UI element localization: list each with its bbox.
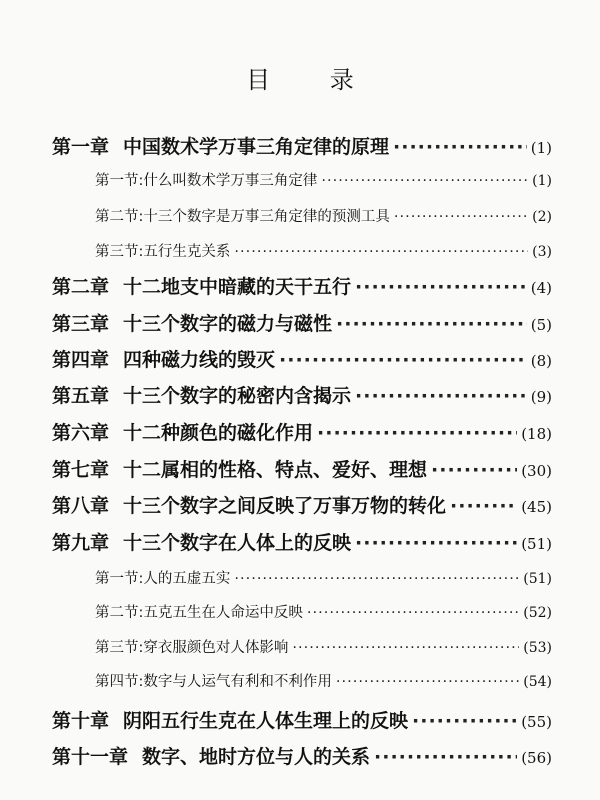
page-number: (18) [521,425,552,443]
dot-leader [450,495,517,517]
chapter-title: 中国数术学万事三角定律的原理 [123,136,390,158]
chapter-number: 第四章 [52,349,110,371]
chapter-number: 第三章 [52,313,110,335]
dot-leader [355,276,527,298]
toc-chapter-entry [52,491,552,518]
toc-chapter-entry [52,528,552,555]
toc-section-entry [95,205,552,226]
toc-chapter-entry [52,272,552,299]
section-title: 数字与人运气有利和不利作用 [143,674,332,690]
section-number: 第一节: [95,173,144,189]
section-title: 五行生克关系 [143,244,231,260]
page-number: (51) [521,535,552,553]
section-number: 第三节: [95,640,144,656]
section-title: 五克五生在人命运中反映 [143,605,303,621]
chapter-number: 第十一章 [52,746,129,768]
dot-leader [355,385,527,407]
chapter-title: 十三个数字的磁力与磁性 [123,313,333,335]
section-number: 第三节: [95,244,144,260]
chapter-number: 第十章 [52,710,110,732]
dot-leader [374,746,517,768]
chapter-title: 十二地支中暗藏的天干五行 [123,276,352,298]
toc-section-entry [95,240,552,261]
page-number: (45) [521,498,552,516]
page-number: (4) [530,279,552,297]
toc-chapter-entry [52,381,552,408]
toc-section-entry [95,169,552,190]
dot-leader [234,571,519,587]
toc-chapter-entry [52,742,552,769]
page-title: 目 录 [246,66,380,94]
section-title: 十三个数字是万事三角定律的预测工具 [143,209,390,225]
toc-chapter-entry [52,455,552,482]
toc-section-entry [95,567,552,588]
page-number: (8) [530,352,552,370]
chapter-title: 十三个数字的秘密内含揭示 [123,385,352,407]
dot-leader [321,173,528,189]
chapter-number: 第七章 [52,459,110,481]
toc-section-entry [95,670,552,691]
chapter-title: 数字、地时方位与人的关系 [142,746,371,768]
dot-leader [412,710,517,732]
dot-leader [292,640,519,656]
page-number: (2) [532,209,552,225]
section-title: 什么叫数术学万事三角定律 [143,173,318,189]
chapter-number: 第六章 [52,422,110,444]
page-number: (55) [521,713,552,731]
chapter-title: 十二属相的性格、特点、爱好、理想 [123,459,428,481]
section-number: 第二节: [95,209,144,225]
page-number: (1) [532,173,552,189]
chapter-number: 第八章 [52,495,110,517]
chapter-title: 十二种颜色的磁化作用 [123,422,314,444]
toc-chapter-entry [52,706,552,733]
section-number: 第四节: [95,674,144,690]
section-title: 人的五虚五实 [143,571,231,587]
dot-leader [393,136,527,158]
dot-leader [355,532,517,554]
page-number: (54) [523,674,552,690]
chapter-number: 第九章 [52,532,110,554]
chapter-title: 四种磁力线的毁灭 [123,349,276,371]
chapter-title: 十三个数字之间反映了万事万物的转化 [123,495,447,517]
page-number: (9) [530,388,552,406]
dot-leader [307,605,519,621]
page-number: (5) [530,316,552,334]
page-number: (53) [523,640,552,656]
toc-chapter-entry [52,309,552,336]
section-number: 第二节: [95,605,144,621]
dot-leader [431,459,517,481]
toc-chapter-entry [52,132,552,159]
toc-chapter-entry [52,345,552,372]
dot-leader [336,313,527,335]
dot-leader [394,209,528,225]
toc-section-entry [95,636,552,657]
page-number: (3) [532,244,552,260]
section-number: 第一节: [95,571,144,587]
page-number: (51) [523,571,552,587]
dot-leader [234,244,528,260]
page-number: (1) [530,139,552,157]
chapter-number: 第五章 [52,385,110,407]
section-title: 穿衣服颜色对人体影响 [143,640,289,656]
chapter-number: 第一章 [52,136,110,158]
dot-leader [279,349,527,371]
chapter-title: 十三个数字在人体上的反映 [123,532,352,554]
page-number: (30) [521,462,552,480]
dot-leader [317,422,517,444]
toc-chapter-entry [52,418,552,445]
page-number: (52) [523,605,552,621]
chapter-title: 阴阳五行生克在人体生理上的反映 [123,710,409,732]
dot-leader [336,674,519,690]
toc-section-entry [95,601,552,622]
chapter-number: 第二章 [52,276,110,298]
page-number: (56) [521,749,552,767]
